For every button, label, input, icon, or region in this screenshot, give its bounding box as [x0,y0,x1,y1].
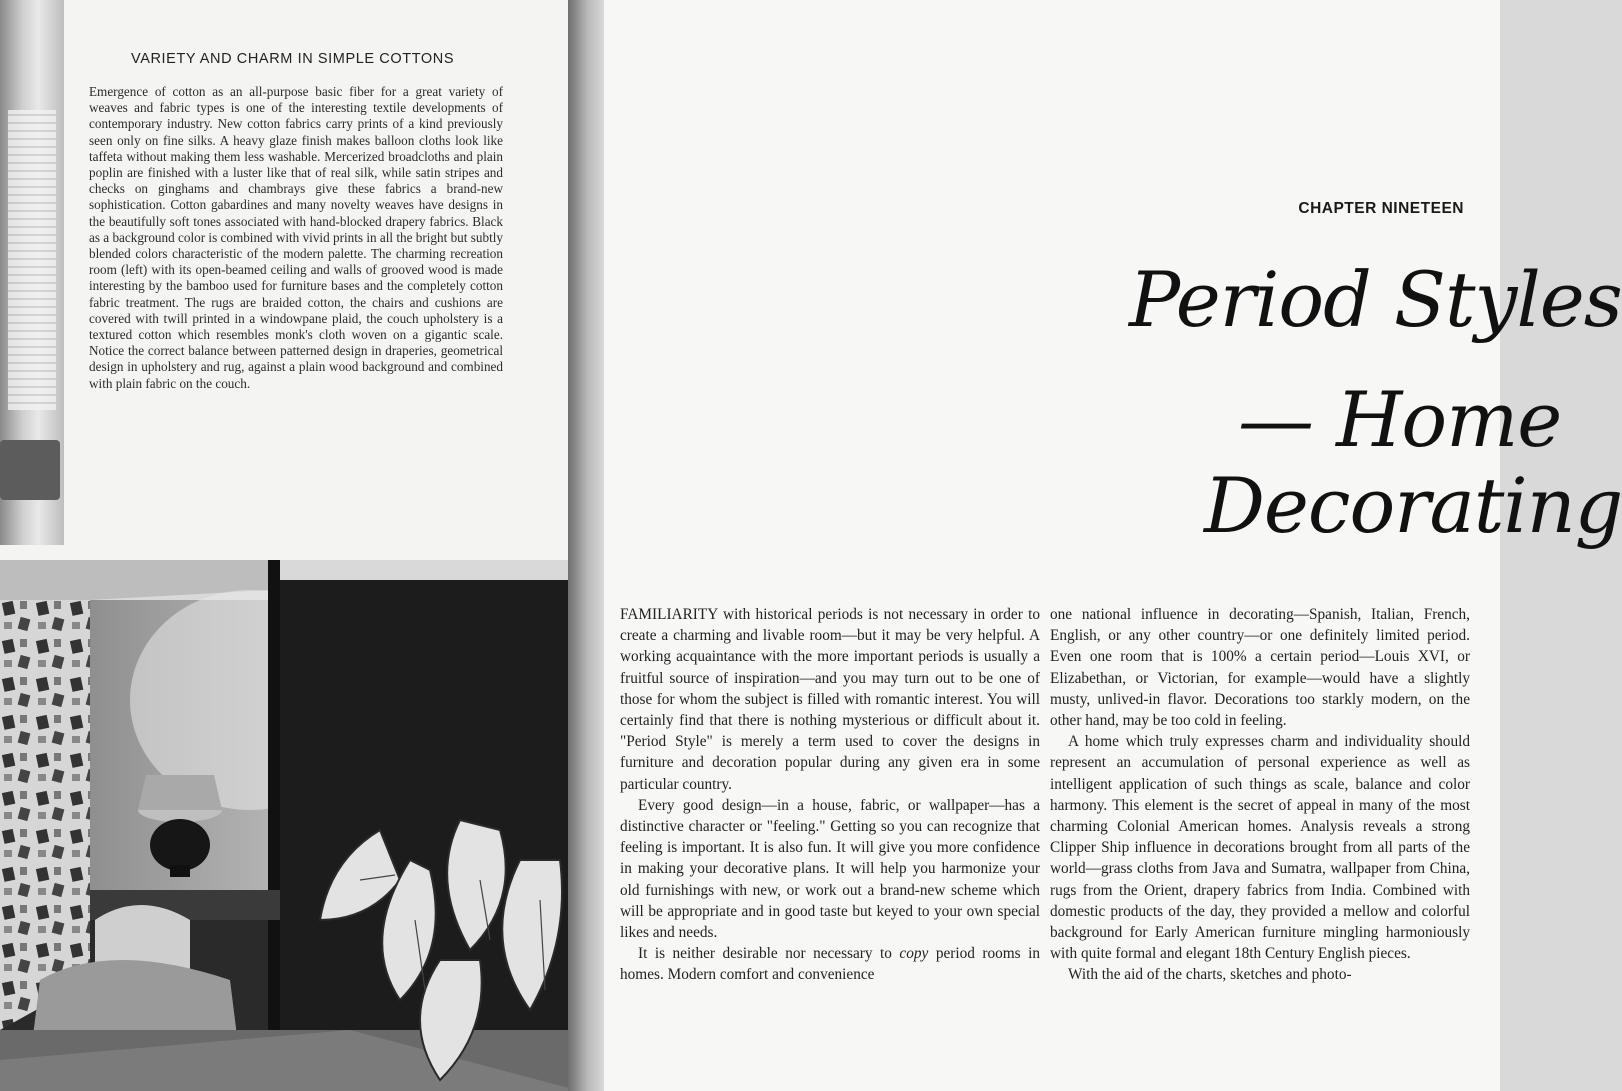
left-page [0,0,580,1091]
chapter-title-line-2: — Home [1238,375,1562,464]
paragraph: one national influence in decorating—Spanish, Italian, French, English, or any other country—or one definitely limited period. Even one room that is 100% a certain period—Louis XVI, or Elizabethan, or Victorian, for example—would have a slightly musty, unlived-in flavor. Decorations too starkly modern, on the other hand, may be too cold in feeling. [1050,606,1470,730]
recreation-room-photo [0,560,580,1091]
chapter-label: CHAPTER NINETEEN [1298,200,1464,217]
caption-body: Emergence of cotton as an all-purpose basic fiber for a great variety of weaves and fabric types is one of the interesting textile developments of contemporary industry. New cotton fabrics carry prints of a kind previously seen only on fine silks. A heavy glaze finish makes balloon cloths look like taffeta without making them less washable. Mercerized broadcloths and plain poplin are finished with a luster like that of real silk, while satin stripes and checks on ginghams and chambrays give these fabrics a brand-new sophistication. Cotton gabardines and many novelty weaves have designs in the beautifully soft tones associated with hand-blocked drapery fabrics. Black as a background color is combined with vivid prints in all the bright but subtly blended colors characteristic of the modern palette. The charming recreation room (left) with its open-beamed ceiling and walls of grooved wood is made interesting by the bamboo used for furniture bases and the completely cotton fabric treatment. The rugs are braided cotton, the chairs and cushions are covered with twill printed in a windowpane plaid, the couch upholstery is a textured cotton which resembles monk's cloth woven on a gigantic scale. Notice the correct balance between patterned design in draperies, geometrical design in upholstery and rug, against a plain wood background and combined with plain fabric on the couch. [89,84,503,391]
paragraph-text: It is neither desirable nor necessary to [638,945,892,963]
right-page [604,0,1622,1091]
chapter-title-line-3: Decorating [1204,461,1622,550]
text-column-left [620,604,1040,986]
chapter-title-line-1: Period Styles [1129,255,1622,344]
paragraph-text: period rooms in homes. Modern comfort and convenience [620,945,1041,984]
text-column-right [1050,604,1470,986]
paragraph: A home which truly expresses charm and individuality should represent an accumulation of personal experience as well as intelligent application of such things as scale, balance and color harmony. This element is the secret of appeal in many of the most charming Colonial American homes. Analysis reveals a strong Clipper Ship influence in decorations brought from all parts of the world—grass cloths from Java and Sumatra, wallpaper from China, rugs from the Orient, drapery fabrics from India. Combined with domestic products of the day, they provided a mellow and colorful background for Early American furniture mingling harmoniously with quite formal and elegant 18th Century English pieces. [1050,733,1470,963]
room-photo-illustration [0,560,580,1091]
top-room-photo-edge [0,0,64,545]
paragraph [620,943,1040,985]
emphasis-copy: copy [899,945,929,963]
paragraph: Every good design—in a house, fabric, or wallpaper—has a distinctive character or "feeling." Getting so you can recognize that feeling is important. It is also fun. It will give you more confidence in making your decorative plans. It will help you harmonize your old furnishings with new, or work out a brand-new scheme which will be appropriate and in good taste but keyed to your own special likes and needs. [620,796,1040,942]
caption-heading: VARIETY AND CHARM IN SIMPLE COTTONS [131,51,455,67]
paragraph: With the aid of the charts, sketches and photo- [1068,966,1352,984]
paragraph: FAMILIARITY with historical periods is not necessary in order to create a charming and livable room—but it may be very helpful. A working acquaintance with the more important periods is usually a fruitful source of inspiration—and you may turn out to be one of those for whom the subject is filled with romantic interest. You will certainly find that there is nothing mysterious or difficult about it. "Period Style" is merely a term used to cover the designs in furniture and decoration popular during any given era in some particular country. [620,606,1040,793]
